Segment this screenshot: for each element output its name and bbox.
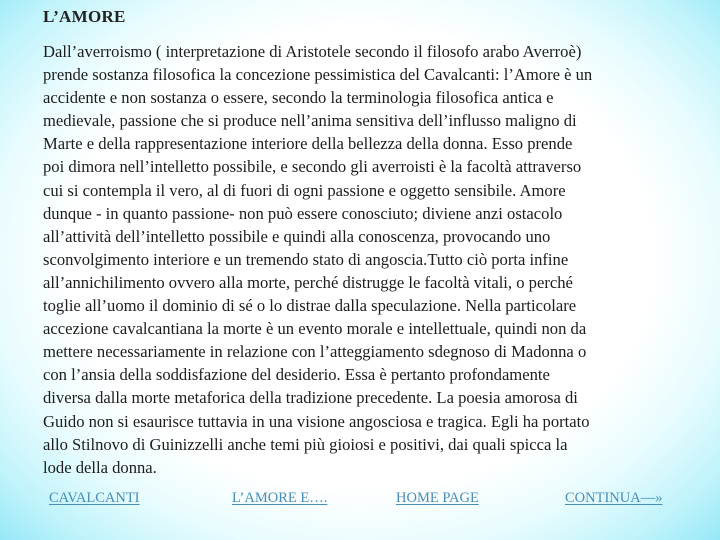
paragraph-line: Guido non si esaurisce tuttavia in una visione angosciosa e tragica. Egli ha portato <box>43 411 590 431</box>
paragraph-line: poi dimora nell’intelletto possibile, e secondo gli averroisti è la facoltà attraverso <box>43 157 582 177</box>
nav-link-continua[interactable]: CONTINUA—» <box>565 490 663 506</box>
paragraph-line: dunque - in quanto passione- non può essere conosciuto; diviene anzi ostacolo <box>43 203 563 223</box>
paragraph-line: toglie all’uomo il dominio di sé o lo distrae dalla speculazione. Nella particolare <box>43 296 577 316</box>
paragraph-line: Dall’averroismo ( interpretazione di Aristotele secondo il filosofo arabo Averroè) <box>43 42 582 61</box>
paragraph-line: Marte e della rappresentazione interiore della bellezza della donna. Esso prende <box>43 134 573 154</box>
nav-link-amore[interactable]: L’AMORE E…. <box>232 490 328 506</box>
paragraph-line: cui si contempla il vero, al di fuori di ogni passione e oggetto sensibile. Amore <box>43 180 566 200</box>
nav-link-cavalcanti[interactable]: CAVALCANTI <box>49 490 140 506</box>
paragraph-line: con l’ansia della soddisfazione del desiderio. Essa è pertanto profondamente <box>43 365 550 385</box>
page-title: L’AMORE <box>43 7 126 26</box>
paragraph-line: accezione cavalcantiana la morte è un evento morale e intellettuale, quindi non da <box>43 319 587 339</box>
body-paragraph <box>43 40 679 479</box>
paragraph-line: lode della donna. <box>43 457 157 477</box>
paragraph-line: mettere necessariamente in relazione con l’atteggiamento sdegnoso di Madonna o <box>43 342 587 362</box>
paragraph-line: medievale, passione che si produce nell’anima sensitiva dell’influsso maligno di <box>43 111 577 131</box>
paragraph-line: all’annichilimento ovvero alla morte, perché distrugge le facoltà vitali, o perché <box>43 272 573 292</box>
paragraph-line: sconvolgimento interiore e un tremendo stato di angoscia.Tutto ciò porta infine <box>43 249 569 269</box>
nav-link-home-page[interactable]: HOME PAGE <box>396 490 479 506</box>
paragraph-line: all’attività dell’intelletto possibile e quindi alla conoscenza, provocando uno <box>43 226 551 246</box>
paragraph-line: accidente e non sostanza o essere, secondo la terminologia filosofica antica e <box>43 88 554 108</box>
paragraph-line: prende sostanza filosofica la concezione pessimistica del Cavalcanti: l’Amore è un <box>43 65 593 85</box>
paragraph-line: allo Stilnovo di Guinizzelli anche temi più gioiosi e positivi, dai quali spicca la <box>43 434 568 454</box>
paragraph-line: diversa dalla morte metaforica della tradizione precedente. La poesia amorosa di <box>43 388 578 408</box>
